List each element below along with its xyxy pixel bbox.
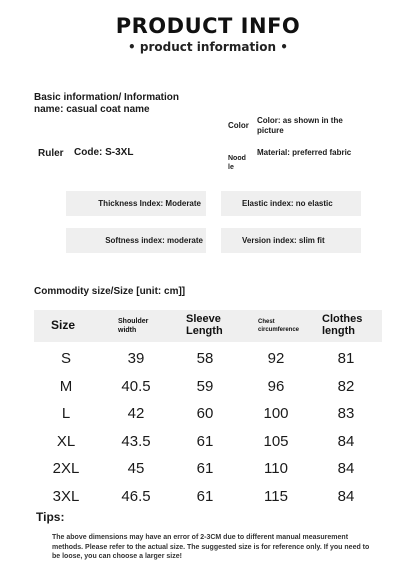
cell-shoulder: 43.5 [121,432,151,450]
version-index [221,228,361,253]
thickness-index [66,191,206,216]
cell-sleeve: 60 [196,405,214,422]
cell-shoulder: 42 [127,405,145,422]
size-code: Code: S-3XL [74,147,134,158]
cell-chest: 96 [267,377,285,395]
material-value: Material: preferred fabric [257,148,352,157]
cell-size: 3XL [52,487,80,505]
table-row [34,374,382,402]
color-value: Color: as shown in the picture [257,116,343,135]
version-index-text: Version index: slim fit [242,236,325,245]
cell-shoulder: 45 [127,460,145,477]
cell-chest: 110 [264,460,288,477]
noodle-label: Nood le [228,155,246,171]
cell-sleeve: 61 [196,460,214,477]
elastic-index [221,191,361,216]
cell-chest: 92 [267,350,285,367]
header-size: Size [51,318,76,332]
cell-length: 81 [337,350,355,367]
cell-length: 84 [337,432,355,450]
size-table-caption: Commodity size/Size [unit: cm]] [34,286,186,297]
cell-sleeve: 61 [196,487,214,505]
cell-size: XL [56,432,76,450]
cell-chest: 105 [263,432,289,450]
header-shoulder-width: Shoulder width [118,318,149,334]
cell-shoulder: 46.5 [121,487,151,505]
softness-index-text: Softness index: moderate [105,236,203,245]
cell-shoulder: 39 [127,350,145,367]
basic-information: Basic information/ Information name: casual coat name [34,92,180,115]
header-clothes-length: Clothes length [322,313,363,337]
softness-index [66,228,206,253]
cell-sleeve: 61 [196,432,214,450]
page-title: PRODUCT INFO [115,14,301,38]
ruler-label: Ruler [38,148,64,159]
header-sleeve-length: Sleeve Length [186,313,223,337]
cell-length: 84 [337,460,355,477]
thickness-index-text: Thickness Index: Moderate [98,199,201,208]
cell-length: 84 [337,487,355,505]
cell-chest: 100 [263,405,289,422]
table-row [34,429,382,457]
cell-size: 2XL [52,460,80,477]
cell-size: L [61,405,71,422]
table-row [34,346,382,374]
color-label: Color [228,121,249,130]
cell-size: S [60,350,71,367]
table-row [34,484,382,512]
cell-sleeve: 58 [196,350,214,367]
table-row [34,401,382,429]
cell-length: 82 [337,377,355,395]
cell-chest: 115 [264,487,288,505]
cell-sleeve: 59 [196,377,214,395]
elastic-index-text: Elastic index: no elastic [242,199,333,208]
cell-size: M [59,377,73,395]
cell-length: 83 [337,405,355,422]
tips-label: Tips: [36,510,65,524]
size-table-body [34,346,382,511]
table-row [34,456,382,484]
cell-shoulder: 40.5 [121,377,151,395]
header-chest-circumference: Chest circumference [258,319,300,333]
page-subtitle: • product information • [128,40,288,54]
tips-text: The above dimensions may have an error of 2-3CM due to different manual measurement methods. Please refer to the actual size. The suggested size is for reference only. If you need to be loose, you can choose a larger size! [52,534,370,560]
